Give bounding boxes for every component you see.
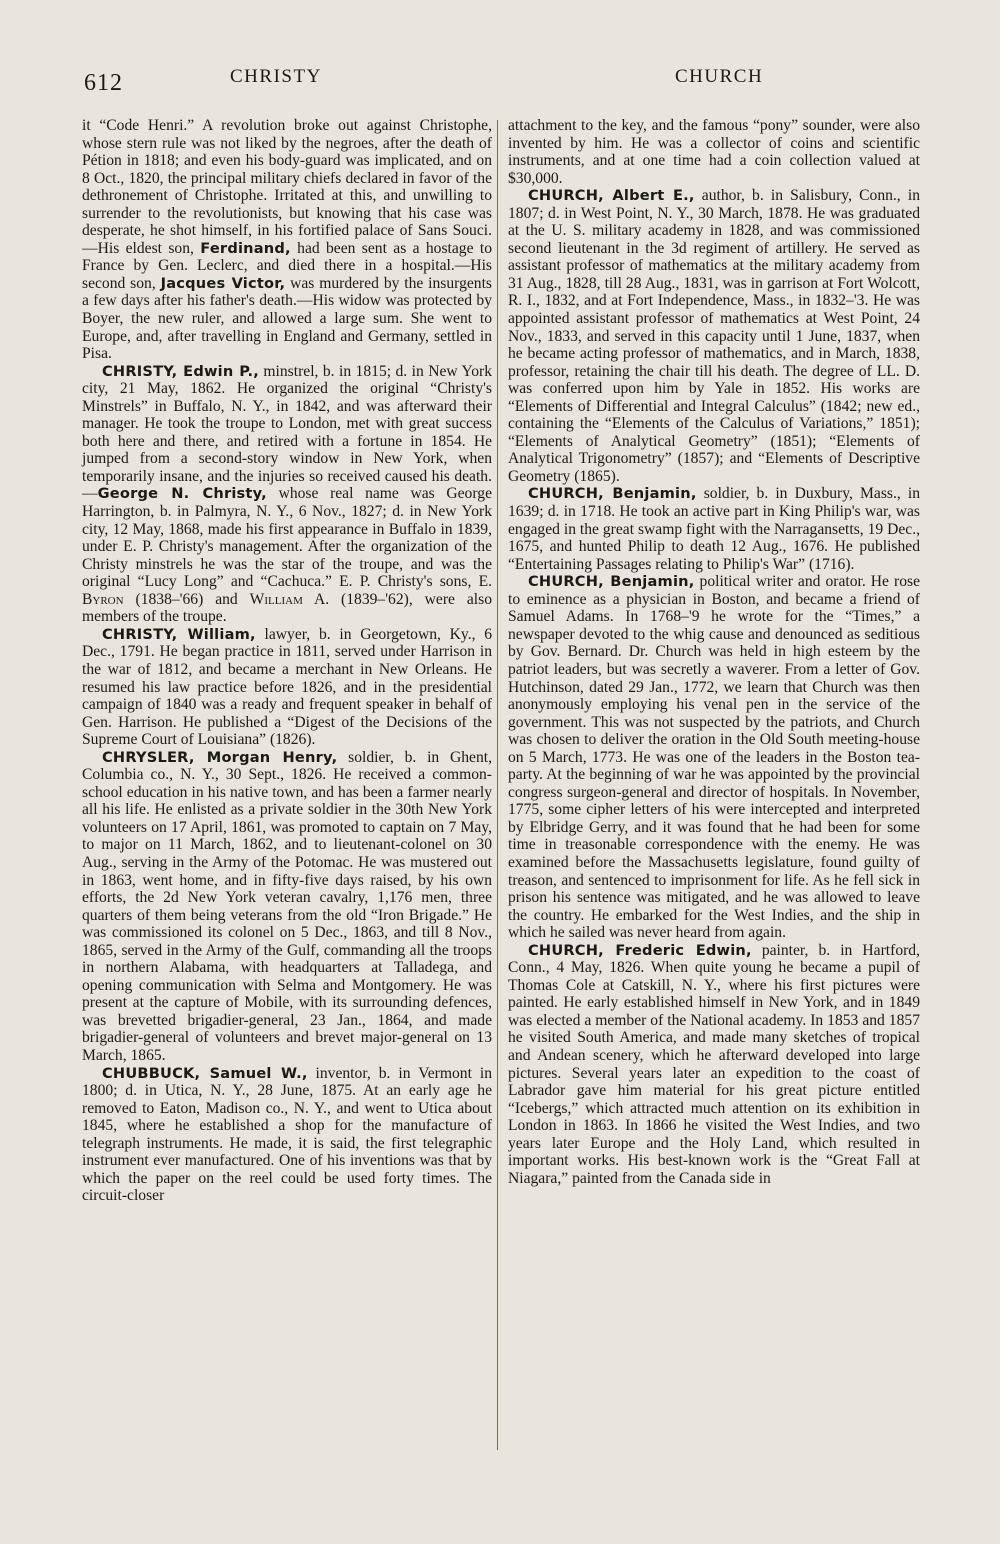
person-name: Jacques Victor, — [160, 274, 286, 292]
entry-church-benjamin-writer — [508, 573, 920, 941]
page-header — [80, 62, 920, 102]
entry-headword: CHUBBUCK, Samuel W., — [102, 1064, 308, 1082]
entry-christy-william — [82, 626, 492, 749]
person-name-smallcaps: E. Byron — [82, 573, 492, 608]
entry-christophe-continuation — [82, 117, 492, 363]
entry-text: political writer and orator. He rose to eminence as a physician in Boston, and became a friend of Samuel Adams. In 1768–'9 he wrote for the “Times,” a newspaper devoted to the whig cause and denounced as seditious by Gov. Bernard. Dr. Church was held in high esteem by the patriot leaders, but was secretly a waverer. From a letter of Gov. Hutchinson, dated 29 Jan., 1772, we learn that Church was then anonymously employing his venal pen in the service of the government. This was not suspected by the patriots, and Church was chosen to deliver the oration in the Old South meeting-house on 5 March, 1773. He was one of the leaders in the Boston tea-party. At the beginning of war he was appointed by the provincial congress surgeon-general and director of hospitals. In November, 1775, some cipher letters of his were intercepted and interpreted by Elbridge Gerry, and it was found that he had been for some time in treasonable correspondence with the enemy. He was examined before the Massachusetts legislature, found guilty of treason, and sentenced to imprisonment for life. As he fell sick in prison his sentence was mitigated, and he was allowed to leave the country. He embarked for the West Indies, and the ship in which he sailed was never heard from again. — [508, 573, 920, 942]
entry-headword: CHURCH, Benjamin, — [528, 485, 697, 503]
entry-text: author, b. in Salisbury, Conn., in 1807; d. in West Point, N. Y., 30 March, 1878. He was graduated at the U. S. military academy in 1828, and was commissioned second lieutenant in the 3d regiment of artillery. He served as assistant professor of mathematics at the military academy from 31 Aug., 1828, till 28 Aug., 1831, was in garrison at Fort Wolcott, R. I., 1832, and at Fort Independence, Mass., in 1832–'3. He was appointed assistant professor of mathematics at West Point, 24 Nov., 1833, and served in this capacity until 1 June, 1837, when he became acting professor of mathematics, and in March, 1838, professor, retaining the chair till his death. The degree of LL. D. was conferred upon him by Yale in 1852. His works are “Elements of Differential and Integral Calculus” (1842; new ed., containing the “Elements of the Calculus of Variations,” 1851); “Elements of Analytical Geometry” (1851); “Elements of Analytical Trigonometry” (1857); and “Elements of Descriptive Geometry (1865). — [508, 187, 920, 485]
right-column — [508, 117, 920, 1187]
entry-headword: CHURCH, Frederic Edwin, — [528, 941, 752, 959]
entry-text: whose real name was George Harrington, b. in Palmyra, N. Y., 6 Nov., 1827; d. in New York city, 12 May, 1868, made his first appearance in Buffalo in 1839, under E. P. Christy's management. After the organization of the Christy minstrels he was the star of the troupe, and was the original “Lucy Long” and “Cachuca.” E. P. Christy's sons, — [82, 485, 492, 591]
entry-chrysler-morgan — [82, 749, 492, 1065]
entry-chubbuck-continuation: attachment to the key, and the famous “pony” sounder, were also invented by him. He was a collector of coins and scientific instruments, and at one time had a coin collection valued at $30,000. — [508, 117, 920, 187]
person-name: Ferdinand, — [200, 239, 291, 257]
left-column — [82, 117, 492, 1205]
entry-church-albert — [508, 187, 920, 485]
entry-church-benjamin-soldier — [508, 485, 920, 573]
column-rule — [497, 120, 498, 1450]
entry-text: minstrel, b. in 1815; d. in New York city, 21 May, 1862. He organized the original “Christy's Minstrels” in Buffalo, N. Y., in 1842, and was afterward their manager. He took the troupe to London, met with great success both here and there, and retired with a fortune in 1854. He jumped from a second-story window in New York, when temporarily insane, and the injuries so received caused his death.— — [82, 362, 492, 503]
person-name: George N. Christy, — [97, 485, 267, 503]
entry-headword: CHURCH, Benjamin, — [528, 573, 695, 591]
entry-chubbuck-samuel — [82, 1065, 492, 1205]
page-number: 612 — [84, 70, 123, 96]
entry-headword: CHRISTY, Edwin P., — [102, 362, 259, 380]
entry-headword: CHRISTY, William, — [102, 625, 256, 643]
entry-headword: CHURCH, Albert E., — [528, 187, 695, 205]
entry-text: (1839–'62), were also members of the troupe. — [82, 590, 493, 626]
entry-church-frederic — [508, 942, 920, 1188]
entry-christy-edwin — [82, 363, 492, 626]
entry-headword: CHRYSLER, Morgan Henry, — [102, 748, 338, 766]
entry-text: (1838–'66) and — [123, 590, 250, 608]
entry-text: inventor, b. in Vermont in 1800; d. in Utica, N. Y., 28 June, 1875. At an early age he removed to Eaton, Madison co., N. Y., and went to Utica about 1845, where he established a shop for the manufacture of telegraph instruments. He made, it is said, the first telegraphic instrument ever manufactured. One of his inventions was that by which the paper on the reel could be used forty times. The circuit-closer — [82, 1064, 492, 1205]
entry-text: had been sent as a hostage to France by Gen. Leclerc, and died there in a hospital.—His second son, — [82, 239, 492, 292]
entry-text: was murdered by the insurgents a few days after his father's death.—His widow was protected by Boyer, the new ruler, and allowed a large sum. She went to Europe, and, after travelling in England and Germany, settled in Pisa. — [82, 274, 492, 363]
entry-text: it “Code Henri.” A revolution broke out against Christophe, whose stern rule was not liked by the negroes, after the death of Pétion in 1818; and even his body-guard was implicated, and on 8 Oct., 1820, the principal military chiefs declared in favor of the dethronement of Christophe. Irritated at this, and unwilling to surrender to the revolutionists, but knowing that his case was desperate, he shot himself, in his fortified palace of Sans Souci.—His eldest son, — [82, 117, 492, 257]
entry-text: painter, b. in Hartford, Conn., 4 May, 1826. When quite young he became a pupil of Thomas Cole at Catskill, N. Y., where his first pictures were painted. He early established himself in New York, and in 1849 was elected a member of the National academy. In 1853 and 1857 he visited South America, and made many sketches of tropical and Andean scenery, which he afterward developed into large pictures. Several years later an expedition to the coast of Labrador gave him material for his great picture entitled “Icebergs,” which attracted much attention on its exhibition in London in 1863. In 1866 he visited the West Indies, and two years later Europe and the Holy Land, which resulted in important works. His best-known work is the “Great Fall at Niagara,” painted from the Canada side in — [508, 941, 920, 1187]
entry-text: soldier, b. in Ghent, Columbia co., N. Y., 30 Sept., 1826. He received a common-school education in his native town, and has been a farmer nearly all his life. He enlisted as a private soldier in the 30th New York volunteers on 17 April, 1861, was promoted to captain on 7 May, to major on 11 March, 1862, and to lieutenant-colonel on 30 Aug., serving in the Army of the Potomac. He was mustered out in 1863, went home, and in fifty-five days raised, by his own efforts, the 2d New York veteran cavalry, 1,176 men, three quarters of them being veterans from the old “Iron Brigade.” He was commissioned its colonel on 5 Dec., 1863, and till 8 Nov., 1865, served in the Army of the Gulf, commanding all the troops in northern Alabama, with headquarters at Talladega, and opening communication with Selma and Montgomery. He was present at the capture of Mobile, with its surrounding defences, was brevetted brigadier-general, 23 Jan., 1864, and made brigadier-general of volunteers and brevet major-general on 13 March, 1865. — [82, 748, 493, 1064]
right-running-head: CHURCH — [675, 66, 764, 87]
person-name-smallcaps: William A. — [249, 590, 330, 608]
entry-text: lawyer, b. in Georgetown, Ky., 6 Dec., 1791. He began practice in 1811, served under Harrison in the war of 1812, and became a merchant in New Orleans. He resumed his law practice before 1826, and in the presidential campaign of 1840 was a ready and frequent speaker in behalf of Gen. Harrison. He published a “Digest of the Decisions of the Supreme Court of Louisiana” (1826). — [82, 625, 493, 749]
entry-text: soldier, b. in Duxbury, Mass., in 1639; d. in 1718. He took an active part in King Philip's war, was engaged in the great swamp fight with the Narragansetts, 19 Dec., 1675, and hunted Philip to death 12 Aug., 1676. He published “Entertaining Passages relating to Philip's War” (1716). — [508, 485, 920, 573]
left-running-head: CHRISTY — [230, 66, 322, 87]
